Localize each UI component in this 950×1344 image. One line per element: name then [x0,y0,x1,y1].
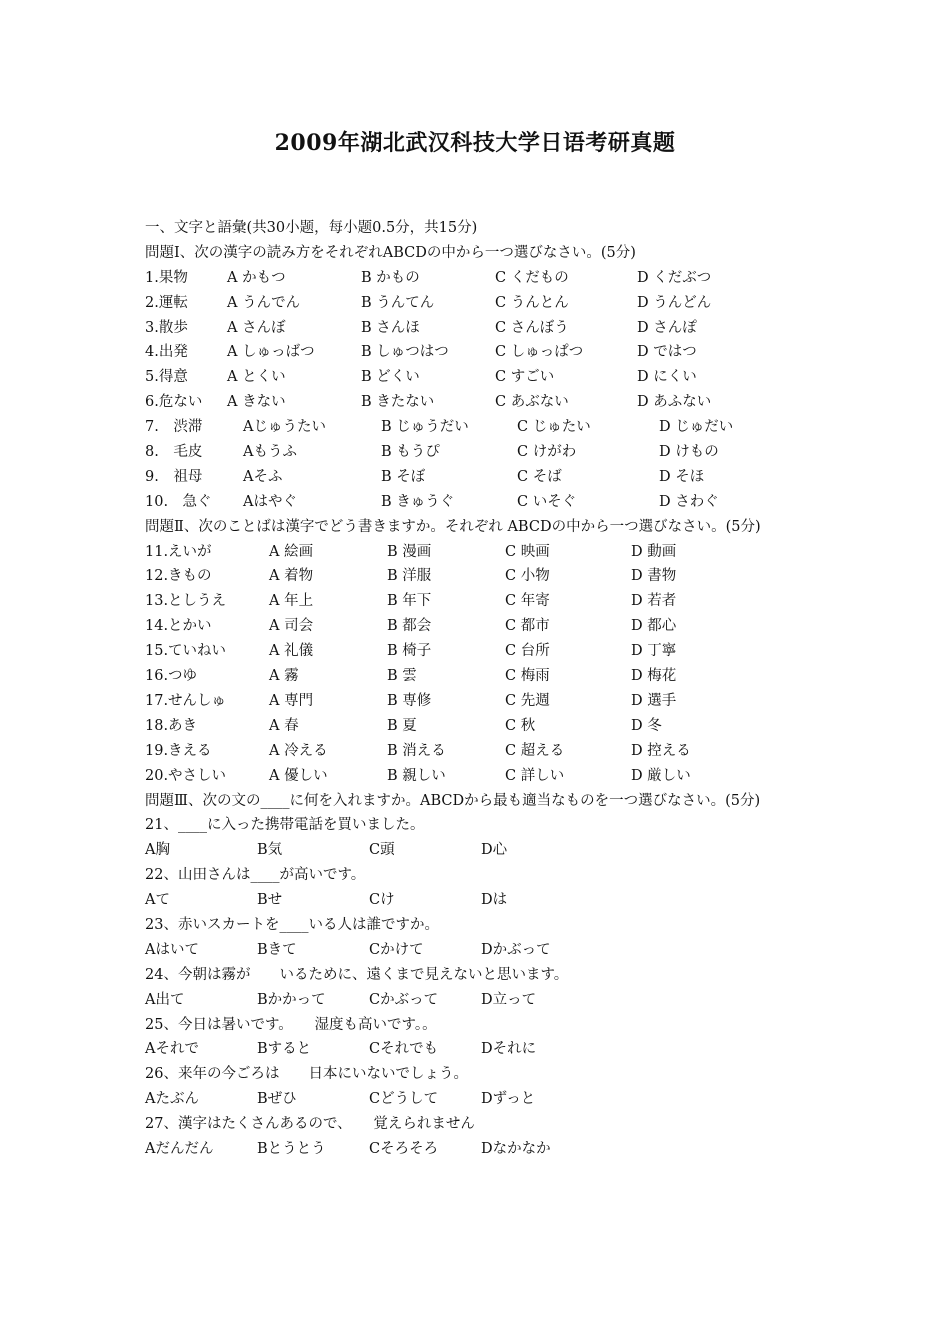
option-row [145,838,815,863]
question-group-1b [145,415,815,515]
option-a: A 霧 [269,668,299,685]
option-d: D ではつ [637,344,697,361]
option-c: C 年寄 [505,593,550,610]
option-a: A 司会 [269,618,314,635]
option-d: Dずっと [481,1091,536,1108]
option-a: A きない [227,394,286,411]
question-row [145,340,815,365]
option-c: C 小物 [505,568,550,585]
option-d: D立って [481,991,537,1008]
option-c: C あぶない [495,394,569,411]
option-row [145,938,815,963]
option-d: D くだぶつ [637,269,712,286]
option-b: B かもの [361,269,420,286]
question-row [145,714,815,739]
option-d: D そほ [659,468,705,485]
option-b: B きゅうぐ [381,493,455,510]
question-row [145,390,815,415]
option-b: B 雲 [387,668,417,685]
option-b: B じゅうだい [381,419,469,436]
option-a: Aもうふ [243,444,297,461]
question-text: 5.得意 [145,369,188,386]
option-c: Cどうして [369,1091,439,1108]
option-b: B 洋服 [387,568,432,585]
option-c: C くだもの [495,269,569,286]
question-text: 16.つゆ [145,668,198,685]
option-b: B 椅子 [387,643,432,660]
question-text: 18.あき [145,717,198,734]
option-c: C いそぐ [517,493,577,510]
option-b: Bすると [257,1041,312,1058]
question-text: 7. 渋滞 [145,419,203,436]
option-d: D心 [481,842,508,859]
option-d: Dは [481,892,508,909]
option-a: A 春 [269,717,299,734]
option-b: B さんほ [361,319,420,336]
option-c: C 都市 [505,618,550,635]
option-d: D 動画 [631,543,677,560]
option-a: Aて [145,892,170,909]
question-group-2 [145,540,815,789]
option-c: C頭 [369,842,395,859]
option-a: Aたぶん [145,1091,199,1108]
option-c: C すごい [495,369,555,386]
option-d: D 丁寧 [631,643,677,660]
option-row [145,988,815,1013]
option-c: Cそれでも [369,1041,439,1058]
option-row [145,1137,815,1162]
option-d: D うんどん [637,294,712,311]
option-c: Cかぶって [369,991,439,1008]
option-a: A かもつ [227,269,286,286]
question-row [145,614,815,639]
option-d: D 若者 [631,593,677,610]
option-c: Cかけて [369,941,424,958]
option-a: A 絵画 [269,543,314,560]
option-c: C さんぼう [495,319,569,336]
option-d: D あふない [637,394,712,411]
question-row [145,415,815,440]
option-d: D 書物 [631,568,677,585]
option-a: A さんぼ [227,319,286,336]
option-c: Cけ [369,892,395,909]
question-text: 25、今日は暑いです。 湿度も高いです。。 [145,1016,437,1033]
option-b: B 消える [387,742,446,759]
option-c: C しゅっぱつ [495,344,584,361]
option-b: B 専修 [387,692,432,709]
question-text: 26、来年の今ごろは 日本にいないでしょう。 [145,1066,468,1083]
option-c: C 映画 [505,543,550,560]
option-d: D 都心 [631,618,677,635]
question-text: 27、漢字はたくさんあるので、 覚えられません [145,1116,475,1133]
option-a: A うんでん [227,294,301,311]
question-row [145,664,815,689]
option-c: C けがわ [517,444,577,461]
question-row [145,739,815,764]
question-row [145,564,815,589]
question-row [145,589,815,614]
question-group-1 [145,266,815,415]
question-text: 13.としうえ [145,593,227,610]
question-text: 21、____に入った携帯電話を買いました。 [145,817,425,834]
option-d: D 選手 [631,692,677,709]
question-row [145,365,815,390]
option-d: D じゅだい [659,419,734,436]
question-text: 19.きえる [145,742,212,759]
question-text: 17.せんしゅ [145,692,227,709]
question-row [145,465,815,490]
option-a: A 専門 [269,692,314,709]
question-row [145,490,815,515]
question-text: 8. 毛皮 [145,444,203,461]
option-a: A 年上 [269,593,314,610]
question-row [145,689,815,714]
question-text: 3.散歩 [145,319,188,336]
option-row [145,1037,815,1062]
option-c: C うんとん [495,294,569,311]
question-row [145,440,815,465]
question-text: 14.とかい [145,618,212,635]
option-d: D 厳しい [631,767,691,784]
option-c: C じゅたい [517,419,591,436]
option-b: B 漫画 [387,543,432,560]
option-b: B 夏 [387,717,417,734]
option-b: B どくい [361,369,420,386]
question-text: 15.ていねい [145,643,227,660]
option-a: Aじゅうたい [243,419,326,436]
page-title: 2009年湖北武汉科技大学日语考研真题 [274,130,676,156]
option-d: D 冬 [631,717,662,734]
option-b: B うんてん [361,294,435,311]
option-b: Bせ [257,892,283,909]
question-text: 6.危ない [145,394,203,411]
option-d: Dそれに [481,1041,537,1058]
option-b: Bぜひ [257,1091,297,1108]
question-row [145,639,815,664]
question-text: 2.運転 [145,294,188,311]
question-heading-2: 問題Ⅱ、次のことばは漢字でどう書きますか。それぞれ ABCDの中から一つ選びなさい。(5分) [145,518,761,535]
question-text: 20.やさしい [145,767,227,784]
question-text: 23、赤いスカートを____いる人は誰ですか。 [145,916,439,933]
option-b: B 年下 [387,593,432,610]
option-d: D 控える [631,742,691,759]
option-c: C 梅雨 [505,668,550,685]
option-c: C 詳しい [505,767,565,784]
question-row [145,266,815,291]
option-a: A 礼儀 [269,643,314,660]
option-c: Cそろそろ [369,1140,439,1157]
option-row [145,888,815,913]
question-heading-3: 問題Ⅲ、次の文の____に何を入れますか。ABCDから最も適当なものを一つ選びなさい。(5分) [145,792,761,809]
option-a: A とくい [227,369,286,386]
option-d: Dなかなか [481,1140,551,1157]
option-b: B 都会 [387,618,432,635]
option-a: A胸 [145,842,170,859]
option-d: D さんぽ [637,319,697,336]
question-text: 12.きもの [145,568,212,585]
question-text: 9. 祖母 [145,468,203,485]
option-d: D 梅花 [631,668,677,685]
option-c: C 秋 [505,717,536,734]
option-b: B気 [257,842,283,859]
option-a: A 着物 [269,568,314,585]
option-c: C 台所 [505,643,550,660]
option-a: A 冷える [269,742,328,759]
section-heading: 一、文字と語彙(共30小题，每小题0.5分，共15分) [145,220,478,236]
question-group-3 [145,813,815,1161]
option-a: Aそふ [243,468,283,485]
option-b: B しゅつはつ [361,344,449,361]
question-text: 1.果物 [145,269,188,286]
question-heading-1: 問題Ⅰ、次の漢字の読み方をそれぞれABCDの中から一つ選びなさい。(5分) [145,244,636,261]
question-text: 24、今朝は霧が いるために、遠くまで見えないと思います。 [145,966,569,983]
question-row [145,291,815,316]
question-text: 10. 急ぐ [145,493,212,510]
option-b: B きたない [361,394,435,411]
option-b: Bかかって [257,991,326,1008]
option-d: D けもの [659,444,719,461]
option-b: B そぼ [381,468,426,485]
option-a: A しゅっばつ [227,344,315,361]
option-row [145,1087,815,1112]
option-a: Aはやぐ [243,493,297,510]
question-text: 4.出発 [145,344,188,361]
option-a: A 優しい [269,767,328,784]
document-body [145,216,815,1162]
option-c: C 超える [505,742,565,759]
option-d: D にくい [637,369,697,386]
option-a: Aはいて [145,941,199,958]
question-text: 22、山田さんは____が高いです。 [145,867,366,884]
option-b: B もうぴ [381,444,440,461]
option-a: Aだんだん [145,1140,214,1157]
option-b: Bとうとう [257,1140,326,1157]
option-a: A出て [145,991,185,1008]
question-text: 11.えいが [145,543,212,560]
question-row [145,764,815,789]
option-b: B 親しい [387,767,446,784]
option-c: C 先週 [505,692,550,709]
option-a: Aそれで [145,1041,199,1058]
option-b: Bきて [257,941,297,958]
option-c: C そば [517,468,562,485]
option-d: D さわぐ [659,493,719,510]
question-row [145,540,815,565]
question-row [145,316,815,341]
option-d: Dかぶって [481,941,551,958]
